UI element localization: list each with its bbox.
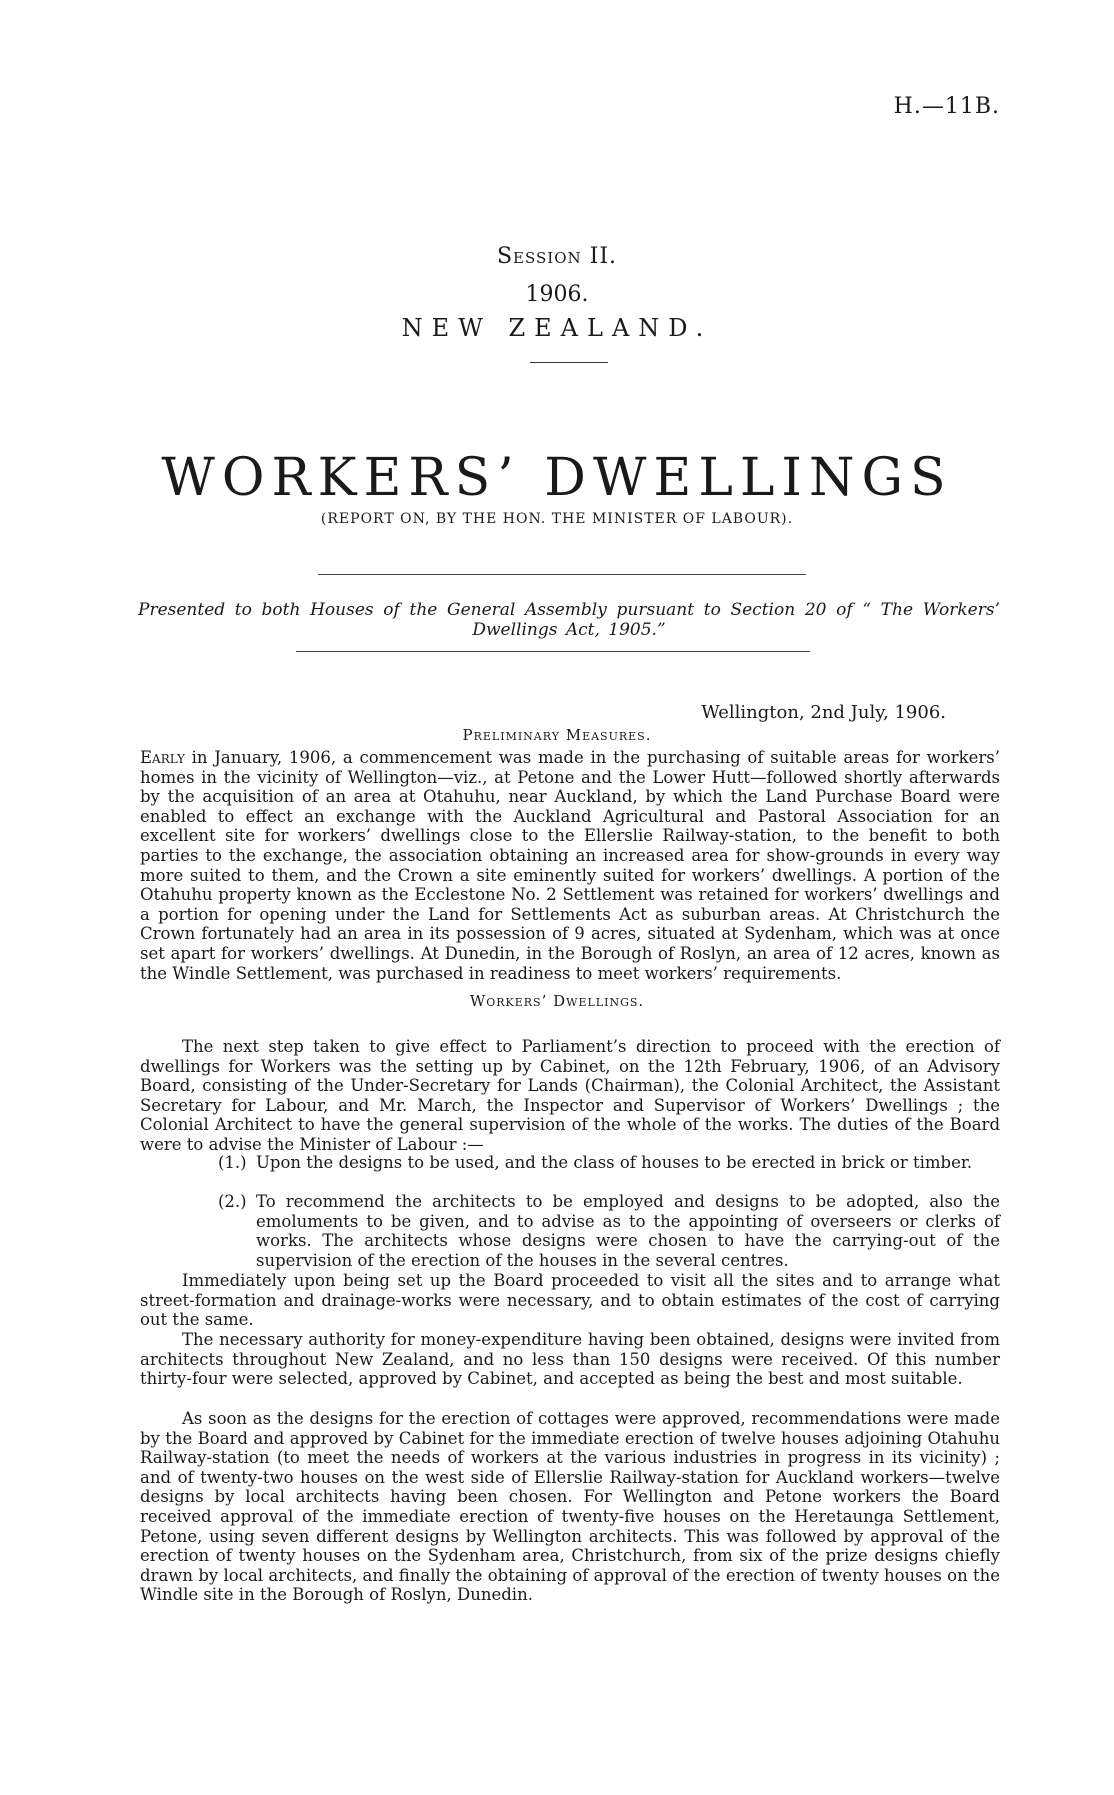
dateline: Wellington, 2nd July, 1906. xyxy=(701,702,946,723)
section-heading-workers-dwellings: Workers’ Dwellings. xyxy=(469,992,645,1010)
paragraph-approvals: As soon as the designs for the erection of cottages were approved, recommendations were made by the Board and approved by Cabinet for the immediate erection of twelve houses adjoining Otahuhu Railway-station (to meet the needs of workers at the various industries in progress in its vicinity) ; and of twenty-two houses on the west side of Ellerslie Railway-station for Auckland workers—twelve designs by local architects having been chosen. For Wellington and Petone workers the Board received approval of the immediate erection of twenty-five houses on the Heretaunga Settlement, Petone, using seven different designs by Wellington architects. This was followed by approval of the erection of twenty houses on the Sydenham area, Christchurch, from six of the prize designs chiefly drawn by local architects, and finally the obtaining of approval of the erection of twenty houses on the Windle site in the Borough of Roslyn, Dunedin. xyxy=(140,1409,1000,1605)
section-heading-preliminary: Preliminary Measures. xyxy=(462,726,652,744)
session-label: Session II. xyxy=(496,244,618,269)
divider xyxy=(530,362,608,363)
list-item-number: (2.) xyxy=(218,1192,247,1211)
paragraph-site-visits: Immediately upon being set up the Board proceeded to visit all the sites and to arrange what street-formation and drainage-works were necessary, and to obtain estimates of the cost of carrying out the same. xyxy=(140,1271,1000,1330)
list-item xyxy=(218,1153,1000,1173)
page-subtitle: (REPORT ON, BY THE HON. THE MINISTER OF LABOUR). xyxy=(320,511,794,527)
year-label: 1906. xyxy=(525,282,589,307)
country-label: NEW ZEALAND. xyxy=(401,314,713,342)
page-title: WORKERS’ DWELLINGS xyxy=(161,448,953,508)
paragraph-text: in January, 1906, a commencement was made in the purchasing of suitable areas for workers’ homes in the vicinity of Wellington—viz., at Petone and the Lower Hutt—followed shortly afterwards by the acquisition of an area at Otahuhu, near Auckland, by which the Land Purchase Board were enabled to effect an exchange with the Auckland Agricultural and Pastoral Association for an excellent site for workers’ dwellings close to the Ellerslie Railway-station, to the benefit to both parties to the exchange, the association obtaining an increased area for show-grounds in every way more suited to them, and the Crown a site eminently suited for workers’ dwellings. A portion of the Otahuhu property known as the Ecclestone No. 2 Settlement was retained for workers’ dwellings and a portion for opening under the Land for Settlements Act as suburban areas. At Christchurch the Crown fortunately had an area in its possession of 9 acres, situated at Sydenham, which was at once set apart for workers’ dwellings. At Dunedin, in the Borough of Roslyn, an area of 12 acres, known as the Windle Settlement, was purchased in readiness to meet workers’ requirements. xyxy=(140,748,1000,983)
divider xyxy=(318,574,806,575)
document-reference: H.—11B. xyxy=(893,94,1000,119)
paragraph-advisory-board: The next step taken to give effect to Parliament’s direction to proceed with the erection of dwellings for Workers was the setting up by Cabinet, on the 12th February, 1906, of an Advisory Board, consisting of the Under-Secretary for Lands (Chairman), the Colonial Architect, the Assistant Secretary for Labour, and Mr. March, the Inspector and Supervisor of Workers’ Dwellings ; the Colonial Architect to have the general supervision of the whole of the works. The duties of the Board were to advise the Minister of Labour :— xyxy=(140,1037,1000,1154)
list-item-text: To recommend the architects to be employed and designs to be adopted, also the emoluments to be given, and to advise as to the appointing of overseers or clerks of works. The architects whose designs were chosen to have the carrying-out of the supervision of the erection of the houses in the several centres. xyxy=(256,1192,1000,1270)
paragraph-designs: The necessary authority for money-expenditure having been obtained, designs were invited from architects throughout New Zealand, and no less than 150 designs were received. Of this number thirty-four were selected, approved by Cabinet, and accepted as being the best and most suitable. xyxy=(140,1330,1000,1389)
list-item-text: Upon the designs to be used, and the class of houses to be erected in brick or timber. xyxy=(256,1153,973,1172)
paragraph-lead-word: Early xyxy=(140,748,185,767)
presented-note: Presented to both Houses of the General Assembly pursuant to Section 20 of “ The Workers’ Dwellings Act, 1905.” xyxy=(138,600,1000,640)
list-item xyxy=(218,1192,1000,1270)
paragraph-preliminary xyxy=(140,748,1000,983)
divider xyxy=(296,651,810,652)
list-item-number: (1.) xyxy=(218,1153,247,1172)
